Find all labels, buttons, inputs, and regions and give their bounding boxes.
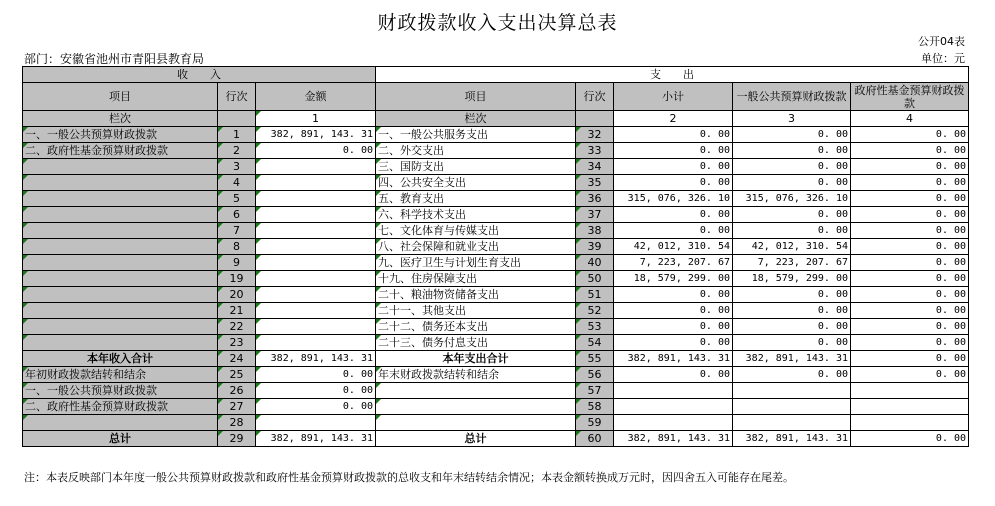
subtotal-cell [614, 383, 733, 399]
subtotal-cell: 0. 00 [614, 287, 733, 303]
income-rowno-cell: 29 [218, 431, 256, 447]
income-section-header: 收 入 [23, 67, 376, 83]
general-budget-cell [733, 399, 851, 415]
income-rowno-cell: 8 [218, 239, 256, 255]
report-title: 财政拨款收入支出决算总表 [377, 12, 618, 34]
general-budget-cell: 0. 00 [733, 159, 851, 175]
income-item-cell [23, 415, 218, 431]
income-rowno-cell: 6 [218, 207, 256, 223]
empty-cell [218, 111, 256, 127]
income-item-cell [23, 159, 218, 175]
expense-item-header: 项目 [376, 83, 576, 111]
carry-row [23, 415, 969, 431]
expense-item-cell: 十九、住房保障支出 [376, 271, 576, 287]
income-amount-cell: 382, 891, 143. 31 [256, 351, 376, 367]
col-index-4: 4 [851, 111, 969, 127]
income-rowno-cell: 24 [218, 351, 256, 367]
expense-item-cell: 三、国防支出 [376, 159, 576, 175]
gov-fund-cell: 0. 00 [851, 431, 969, 447]
subtotal-cell: 0. 00 [614, 127, 733, 143]
table-row [23, 303, 969, 319]
table-row [23, 175, 969, 191]
gov-fund-cell: 0. 00 [851, 239, 969, 255]
expense-item-cell [376, 383, 576, 399]
subtotal-cell: 0. 00 [614, 303, 733, 319]
general-budget-header: 一般公共预算财政拨款 [733, 83, 851, 111]
general-budget-cell: 0. 00 [733, 319, 851, 335]
income-item-cell: 一、一般公共预算财政拨款 [23, 127, 218, 143]
income-amount-cell [256, 319, 376, 335]
expense-rowno-cell: 39 [576, 239, 614, 255]
col-label-2: 栏次 [376, 111, 576, 127]
general-budget-cell: 0. 00 [733, 223, 851, 239]
gov-fund-cell: 0. 00 [851, 207, 969, 223]
income-amount-cell: 0. 00 [256, 367, 376, 383]
income-amount-cell [256, 191, 376, 207]
income-rowno-cell: 1 [218, 127, 256, 143]
income-amount-cell [256, 255, 376, 271]
income-item-cell: 总计 [23, 431, 218, 447]
expense-item-cell: 二十一、其他支出 [376, 303, 576, 319]
income-item-cell: 二、政府性基金预算财政拨款 [23, 399, 218, 415]
expense-item-cell: 八、社会保障和就业支出 [376, 239, 576, 255]
income-amount-cell [256, 335, 376, 351]
expense-item-cell: 五、教育支出 [376, 191, 576, 207]
expense-item-cell: 二、外交支出 [376, 143, 576, 159]
expense-item-cell: 二十、粮油物资储备支出 [376, 287, 576, 303]
expense-item-cell: 年末财政拨款结转和结余 [376, 367, 576, 383]
expense-item-cell: 本年支出合计 [376, 351, 576, 367]
income-item-cell: 二、政府性基金预算财政拨款 [23, 143, 218, 159]
general-budget-cell: 42, 012, 310. 54 [733, 239, 851, 255]
gov-fund-cell: 0. 00 [851, 319, 969, 335]
expense-item-cell: 九、医疗卫生与计划生育支出 [376, 255, 576, 271]
general-budget-cell: 315, 076, 326. 10 [733, 191, 851, 207]
general-budget-cell [733, 415, 851, 431]
gov-fund-cell: 0. 00 [851, 335, 969, 351]
empty-cell [576, 111, 614, 127]
expense-rowno-cell: 34 [576, 159, 614, 175]
subtotal-cell: 18, 579, 299. 00 [614, 271, 733, 287]
subtotal-cell: 382, 891, 143. 31 [614, 351, 733, 367]
general-budget-cell: 0. 00 [733, 207, 851, 223]
col-index-2: 2 [614, 111, 733, 127]
income-item-cell [23, 255, 218, 271]
income-rowno-cell: 22 [218, 319, 256, 335]
expense-rowno-cell: 56 [576, 367, 614, 383]
col-index-3: 3 [733, 111, 851, 127]
expense-rowno-cell: 57 [576, 383, 614, 399]
income-amount-cell [256, 287, 376, 303]
income-amount-cell: 382, 891, 143. 31 [256, 127, 376, 143]
gov-fund-cell: 0. 00 [851, 127, 969, 143]
income-rowno-cell: 19 [218, 271, 256, 287]
expense-item-cell: 二十三、债务付息支出 [376, 335, 576, 351]
general-budget-cell: 0. 00 [733, 143, 851, 159]
expense-section-header: 支 出 [376, 67, 969, 83]
expense-rowno-cell: 36 [576, 191, 614, 207]
subtotal-cell: 7, 223, 207. 67 [614, 255, 733, 271]
gov-fund-cell: 0. 00 [851, 191, 969, 207]
income-rowno-cell: 3 [218, 159, 256, 175]
gov-fund-cell: 0. 00 [851, 367, 969, 383]
subtotal-header: 小计 [614, 83, 733, 111]
income-item-cell [23, 239, 218, 255]
col-index-1: 1 [256, 111, 376, 127]
income-rowno-cell: 20 [218, 287, 256, 303]
income-rowno-cell: 26 [218, 383, 256, 399]
income-amount-cell: 0. 00 [256, 399, 376, 415]
income-amount-cell [256, 159, 376, 175]
gov-fund-cell [851, 383, 969, 399]
general-budget-cell: 18, 579, 299. 00 [733, 271, 851, 287]
expense-rowno-cell: 51 [576, 287, 614, 303]
income-item-header: 项目 [23, 83, 218, 111]
gov-fund-cell [851, 399, 969, 415]
expense-rowno-cell: 33 [576, 143, 614, 159]
subtotal-cell: 0. 00 [614, 159, 733, 175]
general-budget-cell: 0. 00 [733, 175, 851, 191]
general-budget-cell: 0. 00 [733, 303, 851, 319]
subtotal-cell: 0. 00 [614, 335, 733, 351]
income-item-cell [23, 287, 218, 303]
expense-rowno-cell: 35 [576, 175, 614, 191]
income-amount-cell [256, 223, 376, 239]
income-amount-cell [256, 415, 376, 431]
general-budget-cell: 382, 891, 143. 31 [733, 431, 851, 447]
expense-item-cell: 二十二、债务还本支出 [376, 319, 576, 335]
gov-fund-cell: 0. 00 [851, 143, 969, 159]
income-amount-cell: 0. 00 [256, 143, 376, 159]
table-row [23, 223, 969, 239]
expense-rowno-cell: 40 [576, 255, 614, 271]
gov-fund-cell: 0. 00 [851, 175, 969, 191]
expense-rowno-cell: 53 [576, 319, 614, 335]
gov-fund-cell [851, 415, 969, 431]
subtotal-cell: 0. 00 [614, 143, 733, 159]
income-rowno-cell: 25 [218, 367, 256, 383]
income-item-cell: 年初财政拨款结转和结余 [23, 367, 218, 383]
subtotal-cell: 0. 00 [614, 207, 733, 223]
general-budget-cell [733, 383, 851, 399]
table-row [23, 191, 969, 207]
table-row [23, 239, 969, 255]
grand-total-row [23, 431, 969, 447]
gov-fund-cell: 0. 00 [851, 223, 969, 239]
income-rowno-cell: 9 [218, 255, 256, 271]
income-item-cell [23, 207, 218, 223]
income-rowno-cell: 21 [218, 303, 256, 319]
general-budget-cell: 382, 891, 143. 31 [733, 351, 851, 367]
subtotal-cell [614, 415, 733, 431]
income-rowno-cell: 23 [218, 335, 256, 351]
section-header-row [23, 67, 969, 83]
subtotal-cell: 0. 00 [614, 367, 733, 383]
general-budget-cell: 7, 223, 207. 67 [733, 255, 851, 271]
income-amount-cell: 0. 00 [256, 383, 376, 399]
income-rowno-cell: 2 [218, 143, 256, 159]
income-item-cell: 本年收入合计 [23, 351, 218, 367]
income-item-cell: 一、一般公共预算财政拨款 [23, 383, 218, 399]
table-row [23, 287, 969, 303]
income-amount-cell [256, 303, 376, 319]
income-item-cell [23, 319, 218, 335]
income-rowno-cell: 28 [218, 415, 256, 431]
gov-fund-cell: 0. 00 [851, 159, 969, 175]
gov-fund-cell: 0. 00 [851, 351, 969, 367]
income-amount-header: 金额 [256, 83, 376, 111]
gov-fund-cell: 0. 00 [851, 303, 969, 319]
subtotal-cell: 42, 012, 310. 54 [614, 239, 733, 255]
table-row [23, 335, 969, 351]
gov-fund-cell: 0. 00 [851, 255, 969, 271]
expense-rowno-header: 行次 [576, 83, 614, 111]
income-rowno-cell: 5 [218, 191, 256, 207]
expense-rowno-cell: 50 [576, 271, 614, 287]
general-budget-cell: 0. 00 [733, 367, 851, 383]
income-amount-cell [256, 175, 376, 191]
expense-rowno-cell: 52 [576, 303, 614, 319]
income-item-cell [23, 175, 218, 191]
general-budget-cell: 0. 00 [733, 287, 851, 303]
gov-fund-header: 政府性基金预算财政拨款 [851, 83, 969, 111]
expense-rowno-cell: 60 [576, 431, 614, 447]
expense-rowno-cell: 37 [576, 207, 614, 223]
carry-row [23, 367, 969, 383]
column-index-row [23, 111, 969, 127]
gov-fund-cell: 0. 00 [851, 271, 969, 287]
subtotal-cell [614, 399, 733, 415]
subtotal-cell: 0. 00 [614, 175, 733, 191]
general-budget-cell: 0. 00 [733, 335, 851, 351]
form-number: 公开04表 [918, 35, 965, 48]
table-row [23, 127, 969, 143]
income-item-cell [23, 191, 218, 207]
income-amount-cell: 382, 891, 143. 31 [256, 431, 376, 447]
subtotal-cell: 382, 891, 143. 31 [614, 431, 733, 447]
footnote: 注：本表反映部门本年度一般公共预算财政拨款和政府性基金预算财政拨款的总收支和年末结转结余情况；本表金额转换成万元时，因四舍五入可能存在尾差。 [24, 471, 794, 484]
income-amount-cell [256, 271, 376, 287]
column-header-row [23, 83, 969, 111]
expense-item-cell [376, 399, 576, 415]
budget-table [22, 66, 969, 447]
table-row [23, 319, 969, 335]
income-rowno-header: 行次 [218, 83, 256, 111]
income-item-cell [23, 303, 218, 319]
expense-rowno-cell: 54 [576, 335, 614, 351]
table-row [23, 207, 969, 223]
expense-rowno-cell: 38 [576, 223, 614, 239]
income-rowno-cell: 27 [218, 399, 256, 415]
income-rowno-cell: 7 [218, 223, 256, 239]
income-item-cell [23, 223, 218, 239]
income-amount-cell [256, 239, 376, 255]
table-row [23, 271, 969, 287]
expense-item-cell: 总计 [376, 431, 576, 447]
expense-item-cell: 四、公共安全支出 [376, 175, 576, 191]
expense-rowno-cell: 58 [576, 399, 614, 415]
income-amount-cell [256, 207, 376, 223]
carry-row [23, 383, 969, 399]
expense-rowno-cell: 32 [576, 127, 614, 143]
subtotal-cell: 315, 076, 326. 10 [614, 191, 733, 207]
income-rowno-cell: 4 [218, 175, 256, 191]
expense-item-cell [376, 415, 576, 431]
col-label: 栏次 [23, 111, 218, 127]
gov-fund-cell: 0. 00 [851, 287, 969, 303]
expense-item-cell: 一、一般公共服务支出 [376, 127, 576, 143]
expense-rowno-cell: 59 [576, 415, 614, 431]
expense-item-cell: 六、科学技术支出 [376, 207, 576, 223]
table-row [23, 255, 969, 271]
expense-rowno-cell: 55 [576, 351, 614, 367]
income-item-cell [23, 271, 218, 287]
unit-label: 单位：元 [921, 52, 965, 65]
general-budget-cell: 0. 00 [733, 127, 851, 143]
subtotal-cell: 0. 00 [614, 319, 733, 335]
department-label: 部门：安徽省池州市青阳县教育局 [24, 52, 205, 66]
table-row [23, 159, 969, 175]
table-row [23, 143, 969, 159]
subtotal-cell: 0. 00 [614, 223, 733, 239]
expense-item-cell: 七、文化体育与传媒支出 [376, 223, 576, 239]
year-total-row [23, 351, 969, 367]
carry-row [23, 399, 969, 415]
income-item-cell [23, 335, 218, 351]
